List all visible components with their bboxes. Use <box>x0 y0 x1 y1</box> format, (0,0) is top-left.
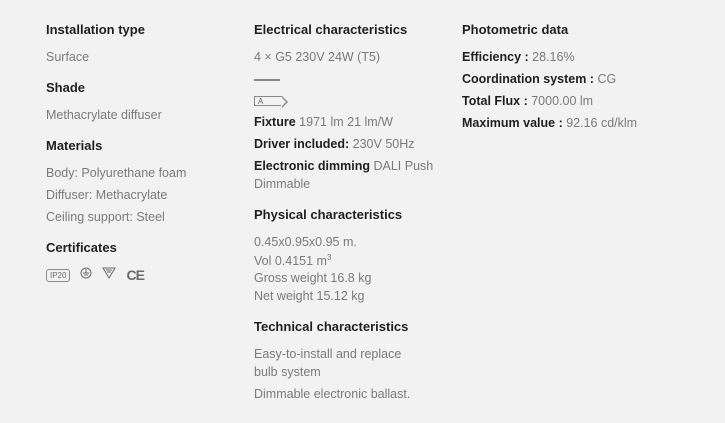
max-value-row <box>462 116 637 130</box>
fixture-value: 1971 lm 21 lm/W <box>299 115 393 129</box>
ground-icon <box>80 266 92 284</box>
installation-type-heading: Installation type <box>46 22 145 37</box>
materials-heading: Materials <box>46 138 103 153</box>
electrical-heading: Electrical characteristics <box>254 22 408 37</box>
driver-value: 230V 50Hz <box>352 137 415 151</box>
coordination-row <box>462 72 616 86</box>
dimming-label: Electronic dimming <box>254 159 370 173</box>
lamp-spec: 4 × G5 230V 24W (T5) <box>254 50 381 64</box>
material-diffuser: Diffuser: Methacrylate <box>46 188 168 202</box>
efficiency-label: Efficiency : <box>462 50 529 64</box>
flux-value: 7000.00 lm <box>531 94 594 108</box>
installation-type-value: Surface <box>46 50 90 64</box>
shade-value: Methacrylate diffuser <box>46 108 162 122</box>
coordination-label: Coordination system : <box>462 72 594 86</box>
dimming-row <box>254 159 433 173</box>
material-ceiling-support: Ceiling support: Steel <box>46 210 165 224</box>
net-weight: Net weight 15.12 kg <box>254 289 365 303</box>
efficiency-row <box>462 50 575 64</box>
flux-label: Total Flux : <box>462 94 528 108</box>
fixture-label: Fixture <box>254 115 296 129</box>
gross-weight: Gross weight 16.8 kg <box>254 271 372 285</box>
dimming-value-2: Dimmable <box>254 177 311 191</box>
ce-mark: CE <box>126 267 144 283</box>
flux-row <box>462 94 593 108</box>
dimmable-triangle-icon <box>102 266 116 284</box>
physical-heading: Physical characteristics <box>254 207 403 222</box>
certificate-icons <box>46 266 144 284</box>
driver-label: Driver included: <box>254 137 350 151</box>
material-body: Body: Polyurethane foam <box>46 166 187 180</box>
volume <box>254 253 331 268</box>
technical-item-1b: bulb system <box>254 365 321 379</box>
technical-item-2: Dimmable electronic ballast. <box>254 387 411 401</box>
shade-heading: Shade <box>46 80 86 95</box>
volume-label: Vol 0.4151 m <box>254 254 327 269</box>
efficiency-value: 28.16% <box>532 50 575 64</box>
photometric-heading: Photometric data <box>462 22 569 37</box>
fixture-row <box>254 115 393 129</box>
driver-row <box>254 137 415 151</box>
volume-sup: 3 <box>326 253 332 262</box>
dimming-value: DALI Push <box>373 159 434 173</box>
technical-item-1a: Easy-to-install and replace <box>254 347 402 361</box>
ip20-badge: IP20 <box>46 269 70 282</box>
dimensions: 0.45x0.95x0.95 m. <box>254 235 357 249</box>
energy-class-badge: A <box>254 96 282 106</box>
coordination-value: CG <box>597 72 617 86</box>
technical-heading: Technical characteristics <box>254 319 409 334</box>
max-value-label: Maximum value : <box>462 116 563 130</box>
certificates-heading: Certificates <box>46 240 117 255</box>
max-value-value: 92.16 cd/klm <box>566 116 638 130</box>
divider-line <box>254 79 280 81</box>
